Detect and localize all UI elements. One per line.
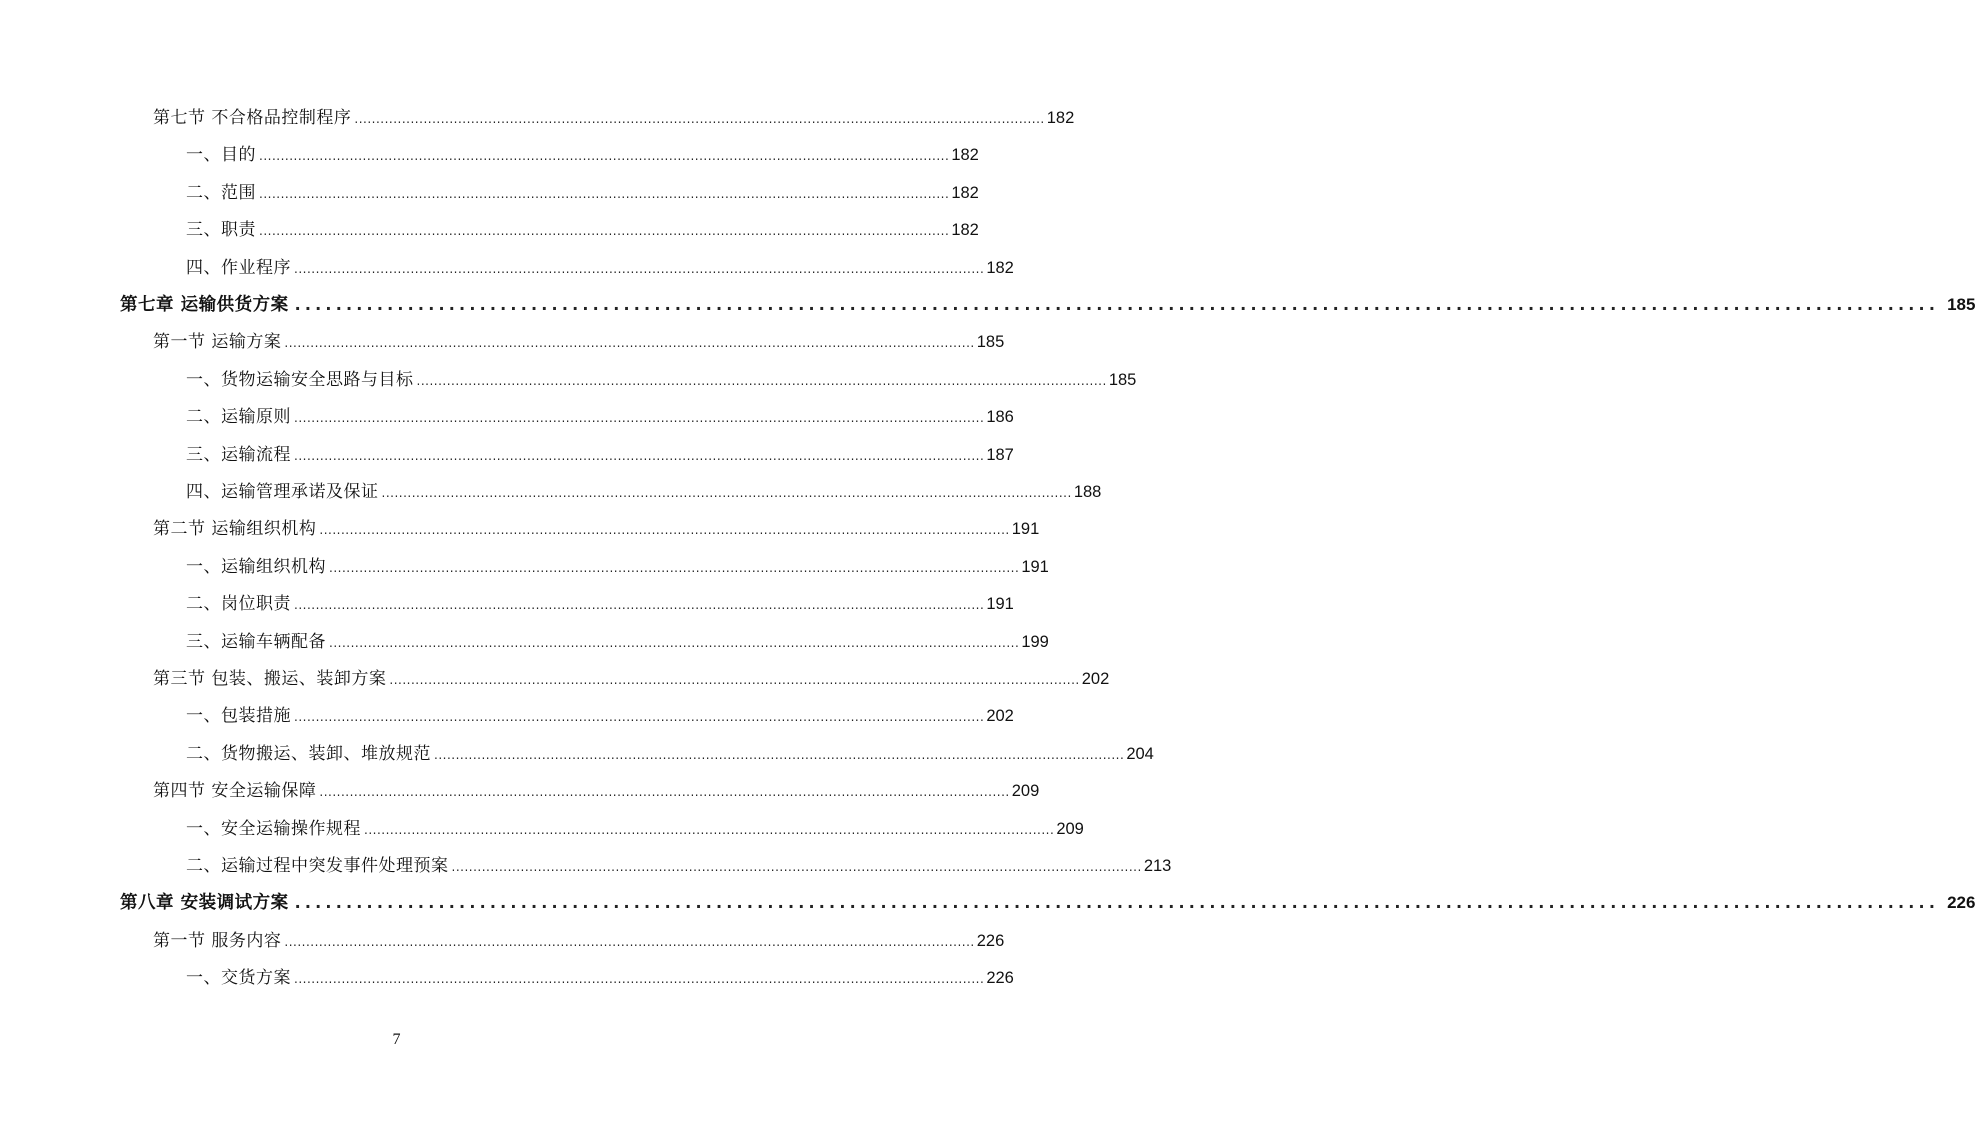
dot-leader: ................................................................................................................................................................	[389, 673, 1080, 687]
toc-entry[interactable]	[153, 776, 1040, 806]
toc-entry-label: 一、目的	[186, 145, 256, 166]
toc-entry-label: 二、岗位职责	[186, 594, 291, 615]
toc-entry-page: 191	[1011, 520, 1040, 539]
toc-entry-label: 三、职责	[186, 220, 256, 241]
toc-entry[interactable]	[186, 552, 1049, 582]
toc-entry-page: 226	[1947, 893, 1975, 913]
dot-leader: ................................................................................................................................................................	[294, 448, 985, 463]
dot-leader: ................................................................................................................................................................	[294, 598, 985, 613]
toc-entry[interactable]	[186, 440, 1014, 470]
toc-entry-label: 一、安全运输操作规程	[186, 818, 361, 839]
toc-entry-page: 185	[1947, 295, 1975, 314]
toc-entry[interactable]	[186, 851, 1172, 881]
toc-entry[interactable]	[186, 589, 1014, 619]
toc-entry-label: 三、运输车辆配备	[186, 631, 326, 652]
toc-entry-label: 第四节 安全运输保障	[153, 781, 317, 802]
toc-entry-page: 186	[986, 408, 1014, 427]
toc-entry-page: 187	[986, 445, 1014, 464]
toc-entry[interactable]	[153, 926, 1005, 956]
toc-entry-label: 一、货物运输安全思路与目标	[186, 369, 414, 390]
toc-entry[interactable]	[153, 327, 1005, 357]
dot-leader: ................................................................................................................................................................	[259, 224, 950, 239]
dot-leader: ................................................................................................................................................................	[381, 486, 1072, 500]
toc-entry[interactable]	[186, 814, 1084, 844]
toc-entry[interactable]	[186, 963, 1014, 993]
toc-entry[interactable]	[186, 253, 1014, 283]
toc-entry-label: 二、运输原则	[186, 407, 291, 428]
toc-entry-page: 191	[986, 595, 1014, 614]
toc-entry-page: 185	[1108, 370, 1137, 389]
toc-entry[interactable]	[186, 477, 1102, 507]
toc-entry-page: 182	[986, 258, 1014, 277]
toc-entry[interactable]	[153, 664, 1110, 694]
dot-leader: ................................................................................................................................................................	[416, 373, 1107, 388]
dot-leader: ................................................................................................................................................................	[434, 747, 1125, 762]
toc-entry-page: 199	[1021, 632, 1049, 651]
toc-entry-label: 第三节 包装、搬运、装卸方案	[153, 669, 387, 689]
toc-entry[interactable]	[186, 178, 979, 208]
toc-entry[interactable]	[186, 739, 1154, 769]
dot-leader: ................................................................................................................................................................	[364, 822, 1055, 837]
toc-entry[interactable]	[186, 140, 979, 170]
toc-entry-label: 第一节 运输方案	[153, 332, 282, 353]
toc-entry-label: 第一节 服务内容	[153, 930, 282, 951]
dot-leader: ................................................................................................................................................................	[259, 186, 950, 201]
dot-leader: ................................................................................................................................................................	[284, 336, 975, 351]
toc-entry-page: 188	[1073, 483, 1102, 501]
dot-leader: ................................................................................................................................................................	[319, 523, 1010, 538]
dot-leader: ................................................................................................................................................................	[294, 295, 1940, 314]
toc-entry-page: 191	[1021, 557, 1049, 576]
dot-leader: ................................................................................................................................................................	[294, 261, 985, 276]
toc-entry[interactable]	[186, 402, 1014, 432]
dot-leader: ................................................................................................................................................................	[294, 972, 985, 987]
toc-entry-label: 一、运输组织机构	[186, 556, 326, 577]
toc-entry-page: 226	[976, 931, 1005, 950]
toc-entry-label: 第七章 运输供货方案	[120, 295, 289, 315]
dot-leader: ................................................................................................................................................................	[259, 149, 950, 164]
toc-entry-page: 202	[986, 707, 1014, 726]
toc-entry-page: 204	[1126, 744, 1154, 763]
toc-entry-label: 二、范围	[186, 182, 256, 203]
toc-entry[interactable]	[186, 627, 1049, 657]
toc-entry-page: 185	[976, 333, 1005, 352]
toc-entry-label: 第七节 不合格品控制程序	[153, 108, 352, 128]
toc-entry-label: 三、运输流程	[186, 444, 291, 465]
toc-entry-page: 182	[951, 221, 979, 240]
dot-leader: ................................................................................................................................................................	[329, 560, 1020, 575]
toc-entry[interactable]	[186, 701, 1014, 731]
toc-entry-label: 四、运输管理承诺及保证	[186, 482, 379, 502]
dot-leader: ................................................................................................................................................................	[354, 112, 1045, 126]
toc-entry-label: 第二节 运输组织机构	[153, 519, 317, 540]
dot-leader: ................................................................................................................................................................	[294, 893, 1940, 913]
dot-leader: ................................................................................................................................................................	[319, 785, 1010, 800]
page-number: 7	[392, 1031, 401, 1048]
toc-entry-page: 209	[1011, 782, 1040, 801]
toc-entry-label: 二、货物搬运、装卸、堆放规范	[186, 743, 431, 764]
dot-leader: ................................................................................................................................................................	[294, 411, 985, 426]
toc-entry[interactable]	[186, 365, 1137, 395]
toc-entry-page: 226	[986, 969, 1014, 988]
toc-entry-label: 一、交货方案	[186, 968, 291, 989]
dot-leader: ................................................................................................................................................................	[329, 635, 1020, 650]
toc-entry-label: 第八章 安装调试方案	[120, 893, 289, 914]
toc-entry-page: 209	[1056, 819, 1084, 838]
toc-entry-page: 202	[1081, 670, 1110, 688]
dot-leader: ................................................................................................................................................................	[284, 934, 975, 949]
toc-entry-page: 182	[951, 183, 979, 202]
dot-leader: ................................................................................................................................................................	[294, 710, 985, 725]
dot-leader: ................................................................................................................................................................	[451, 860, 1142, 874]
toc-entry-page: 182	[951, 146, 979, 165]
toc-entry-label: 四、作业程序	[186, 257, 291, 278]
toc-entry[interactable]	[153, 103, 1075, 133]
toc-entry[interactable]	[153, 514, 1040, 544]
toc-entry-page: 213	[1143, 857, 1172, 875]
toc-chapter-entry[interactable]	[120, 888, 1975, 918]
toc-entry-label: 二、运输过程中突发事件处理预案	[186, 856, 449, 876]
toc-entry-label: 一、包装措施	[186, 706, 291, 727]
toc-chapter-entry[interactable]	[120, 290, 1975, 320]
toc-entry-page: 182	[1046, 109, 1075, 127]
toc-entry[interactable]	[186, 215, 979, 245]
